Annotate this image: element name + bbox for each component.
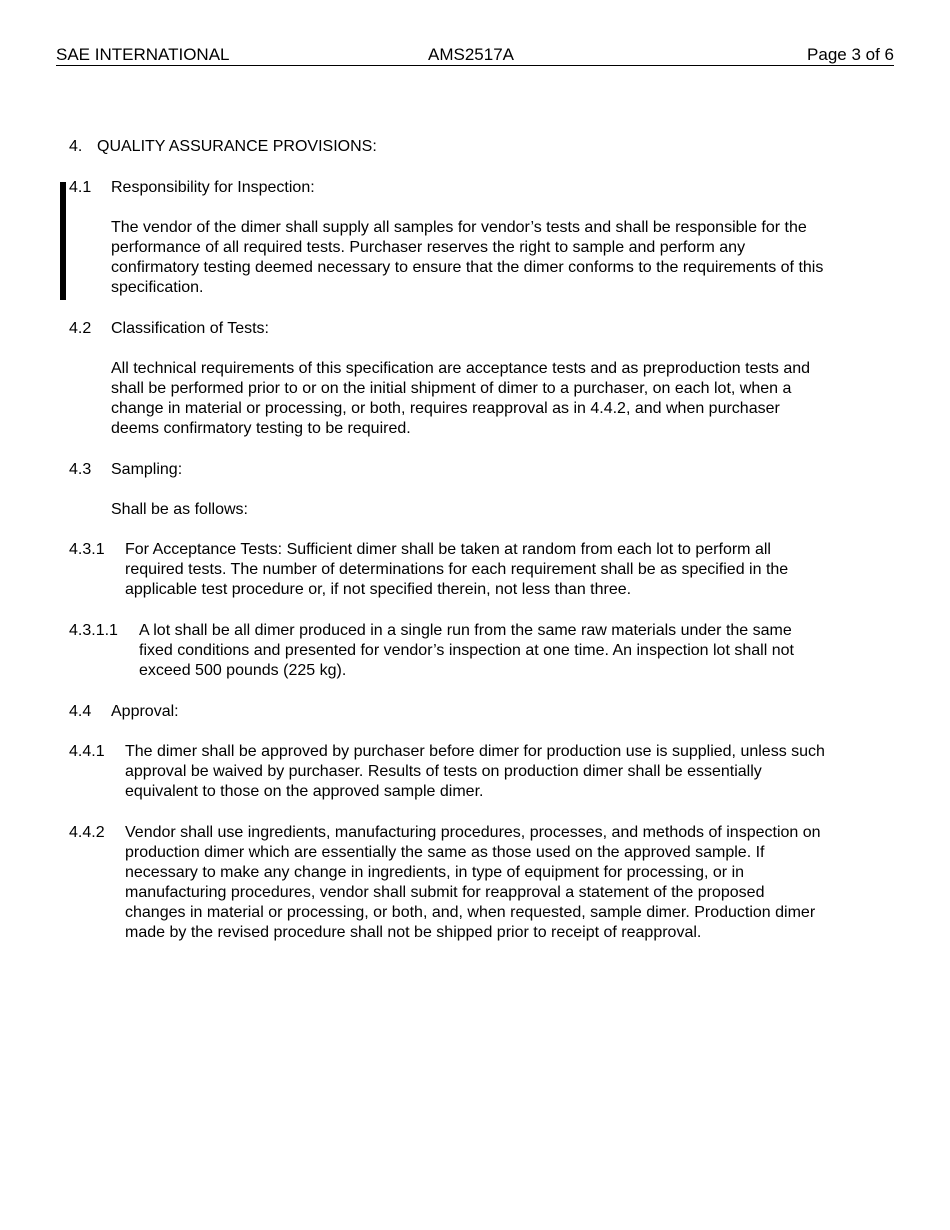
- section-number: 4.1: [69, 179, 92, 196]
- revision-change-bar: [60, 182, 66, 300]
- header-document-number: AMS2517A: [428, 45, 514, 64]
- section-title: Classification of Tests:: [111, 320, 269, 337]
- paragraph-line: For Acceptance Tests: Sufficient dimer shall be taken at random from each lot to perform all: [125, 541, 771, 558]
- paragraph-line: fixed conditions and presented for vendor’s inspection at one time. An inspection lot shall not: [139, 642, 794, 659]
- paragraph-line: deems confirmatory testing to be required.: [111, 420, 411, 437]
- paragraph-line: shall be performed prior to or on the initial shipment of dimer to a purchaser, on each lot, when a: [111, 380, 792, 397]
- section-paragraph: [111, 218, 871, 298]
- section-number: 4.4: [69, 703, 92, 720]
- section-number: 4.: [69, 138, 83, 155]
- paragraph-line: manufacturing procedures, vendor shall submit for reapproval a statement of the proposed: [125, 884, 765, 901]
- paragraph-line: confirmatory testing deemed necessary to ensure that the dimer conforms to the requirements of this: [111, 259, 824, 276]
- section-number: 4.3: [69, 461, 92, 478]
- section-number: 4.2: [69, 320, 92, 337]
- paragraph-line: Shall be as follows:: [111, 501, 248, 518]
- paragraph-line: specification.: [111, 279, 204, 296]
- paragraph-line: required tests. The number of determinations for each requirement shall be as specified in the: [125, 561, 789, 578]
- section-title: Sampling:: [111, 461, 183, 478]
- section-paragraph: [125, 540, 885, 600]
- paragraph-line: equivalent to those on the approved sample dimer.: [125, 783, 484, 800]
- paragraph-line: All technical requirements of this specification are acceptance tests and as preproduction tests and: [111, 360, 811, 377]
- section-number: 4.4.2: [69, 824, 105, 841]
- paragraph-line: necessary to make any change in ingredients, in type of equipment for processing, or in: [125, 864, 745, 881]
- header-page-number: Page 3 of 6: [807, 45, 894, 64]
- paragraph-line: A lot shall be all dimer produced in a single run from the same raw materials under the same: [139, 622, 792, 639]
- section-number: 4.3.1.1: [69, 622, 118, 639]
- section-title: Responsibility for Inspection:: [111, 179, 315, 196]
- paragraph-line: performance of all required tests. Purchaser reserves the right to sample and perform any: [111, 239, 746, 256]
- section-number: 4.4.1: [69, 743, 105, 760]
- paragraph-line: applicable test procedure or, if not specified therein, not less than three.: [125, 581, 632, 598]
- section-paragraph: [111, 500, 871, 520]
- section-paragraph: [111, 359, 871, 439]
- section-paragraph: [125, 823, 885, 943]
- paragraph-line: production dimer which are essentially the same as those used on the approved sample. If: [125, 844, 765, 861]
- paragraph-line: Vendor shall use ingredients, manufacturing procedures, processes, and methods of inspection on: [125, 824, 821, 841]
- paragraph-line: changes in material or processing, or both, and, when requested, sample dimer. Production dimer: [125, 904, 816, 921]
- paragraph-line: approval be waived by purchaser. Results of tests on production dimer shall be essentially: [125, 763, 762, 780]
- paragraph-line: The vendor of the dimer shall supply all samples for vendor’s tests and shall be responsible for the: [111, 219, 807, 236]
- section-title: Approval:: [111, 703, 179, 720]
- paragraph-line: made by the revised procedure shall not be shipped prior to receipt of reapproval.: [125, 924, 702, 941]
- section-paragraph: [125, 742, 885, 802]
- paragraph-line: The dimer shall be approved by purchaser before dimer for production use is supplied, unless such: [125, 743, 825, 760]
- section-paragraph: [139, 621, 879, 681]
- header-organization: SAE INTERNATIONAL: [56, 45, 230, 64]
- section-title: QUALITY ASSURANCE PROVISIONS:: [97, 138, 377, 155]
- section-number: 4.3.1: [69, 541, 105, 558]
- page-header: [56, 45, 894, 66]
- paragraph-line: exceed 500 pounds (225 kg).: [139, 662, 347, 679]
- paragraph-line: change in material or processing, or both, requires reapproval as in 4.4.2, and when purchaser: [111, 400, 780, 417]
